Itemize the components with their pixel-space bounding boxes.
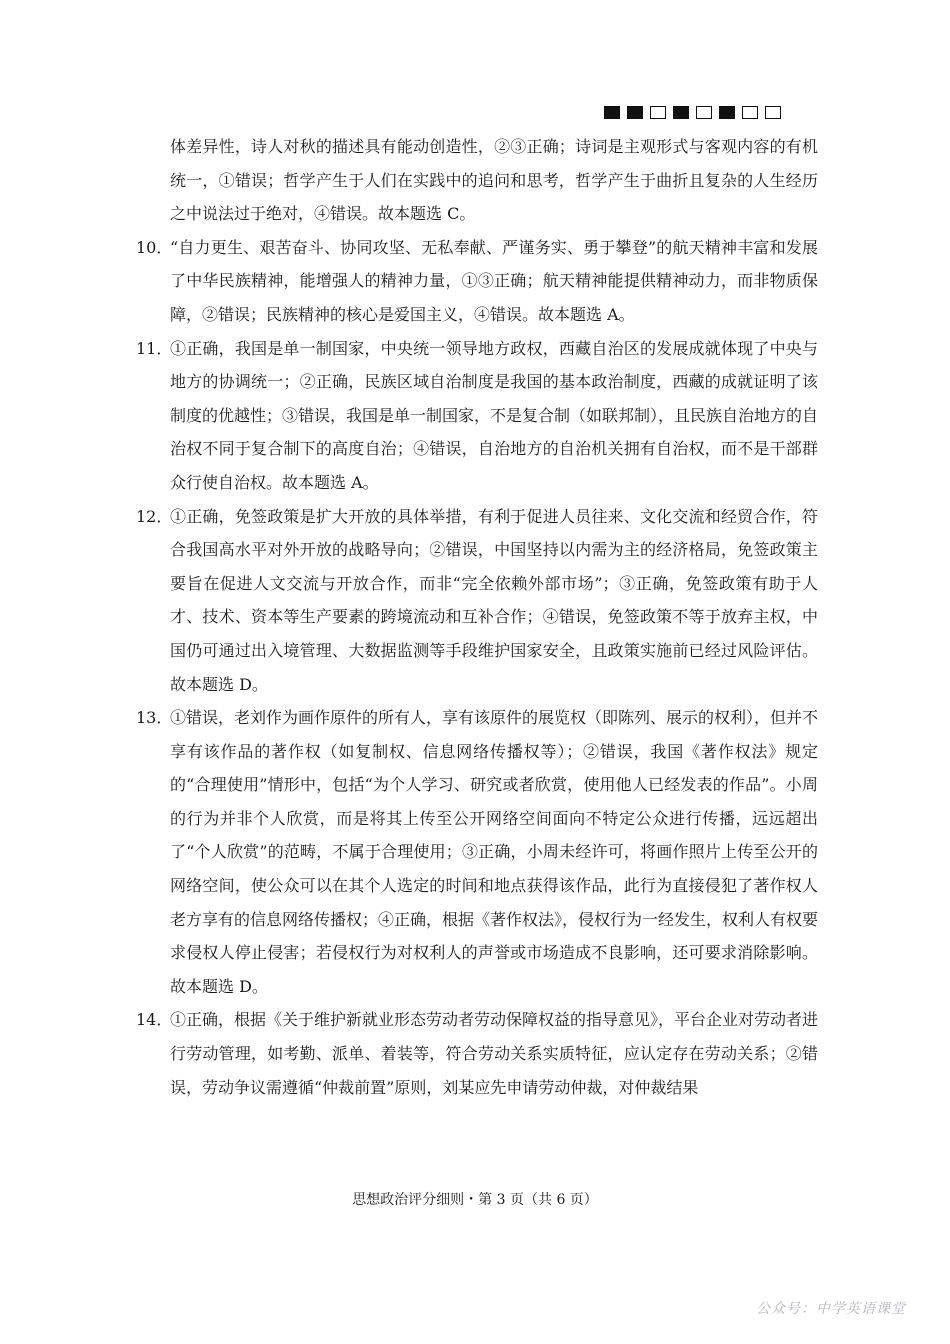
- page-footer: 思想政治评分细则・第 3 页（共 6 页）: [352, 1192, 598, 1208]
- question-number: 10．: [136, 237, 173, 257]
- question-number: 11．: [136, 338, 173, 358]
- explanation-q12: [136, 500, 818, 702]
- explanation-continued: [136, 130, 818, 231]
- page-marker-squares: [604, 106, 781, 119]
- explanation-text: 体差异性，诗人对秋的描述具有能动创造性，②③正确；诗词是主观形式与客观内容的有机统一，①错误；哲学产生于人们在实践中的追问和思考，哲学产生于曲折且复杂的人生经历之中说法过于绝对，④错误。故本题选 C。: [170, 137, 818, 224]
- question-number: 14．: [136, 1010, 173, 1030]
- explanation-q13: [136, 701, 818, 1003]
- explanation-text: ①正确，免签政策是扩大开放的具体举措，有利于促进人员往来、文化交流和经贸合作，符合我国高水平对外开放的战略导向；②错误，中国坚持以内需为主的经济格局，免签政策主要旨在促进人文交流与开放合作，而非“完全依赖外部市场”；③正确，免签政策有助于人才、技术、资本等生产要素的跨境流动和互补合作；④错误，免签政策不等于放弃主权，中国仍可通过出入境管理、大数据监测等手段维护国家安全，且政策实施前已经过风险评估。故本题选 D。: [170, 506, 818, 694]
- explanation-q11: [136, 332, 818, 500]
- question-number: 13．: [136, 708, 173, 728]
- explanation-q14: [136, 1003, 818, 1104]
- watermark: 公众号：中学英语课堂: [756, 1301, 906, 1317]
- explanation-q10: [136, 231, 818, 332]
- answer-explanations: [136, 130, 818, 1104]
- marker-square: [627, 106, 643, 119]
- explanation-text: ①错误，老刘作为画作原件的所有人，享有该原件的展览权（即陈列、展示的权利），但并不享有该作品的著作权（如复制权、信息网络传播权等）；②错误，我国《著作权法》规定的“合理使用”情形中，包括“为个人学习、研究或者欣赏，使用他人已经发表的作品”。小周的行为并非个人欣赏，而是将其上传至公开网络空间面向不特定公众进行传播，远远超出了“个人欣赏”的范畴，不属于合理使用；③正确，小周未经许可，将画作照片上传至公开的网络空间，使公众可以在其个人选定的时间和地点获得该作品，此行为直接侵犯了著作权人老方享有的信息网络传播权；④正确，根据《著作权法》，侵权行为一经发生，权利人有权要求侵权人停止侵害；若侵权行为对权利人的声誉或市场造成不良影响，还可要求消除影响。故本题选 D。: [170, 708, 819, 996]
- marker-square: [719, 106, 735, 119]
- marker-square: [742, 106, 758, 119]
- question-number: 12．: [136, 506, 173, 526]
- explanation-text: ①正确，我国是单一制国家，中央统一领导地方政权，西藏自治区的发展成就体现了中央与地方的协调统一；②正确，民族区域自治制度是我国的基本政治制度，西藏的成就证明了该制度的优越性；③错误，我国是单一制国家，不是复合制（如联邦制），且民族自治地方的自治权不同于复合制下的高度自治；④错误，自治地方的自治机关拥有自治权，而不是干部群众行使自治权。故本题选 A。: [170, 338, 819, 492]
- marker-square: [650, 106, 666, 119]
- marker-square: [696, 106, 712, 119]
- explanation-text: ①正确，根据《关于维护新就业形态劳动者劳动保障权益的指导意见》，平台企业对劳动者进行劳动管理，如考勤、派单、着装等，符合劳动关系实质特征，应认定存在劳动关系；②错误，劳动争议需遵循“仲裁前置”原则，刘某应先申请劳动仲裁，对仲裁结果: [170, 1010, 819, 1097]
- marker-square: [673, 106, 689, 119]
- marker-square: [765, 106, 781, 119]
- marker-square: [604, 106, 620, 119]
- explanation-text: “自力更生、艰苦奋斗、协同攻坚、无私奉献、严谨务实、勇于攀登”的航天精神丰富和发展了中华民族精神，能增强人的精神力量，①③正确；航天精神能提供精神动力，而非物质保障，②错误；民族精神的核心是爱国主义，④错误。故本题选 A。: [170, 237, 818, 324]
